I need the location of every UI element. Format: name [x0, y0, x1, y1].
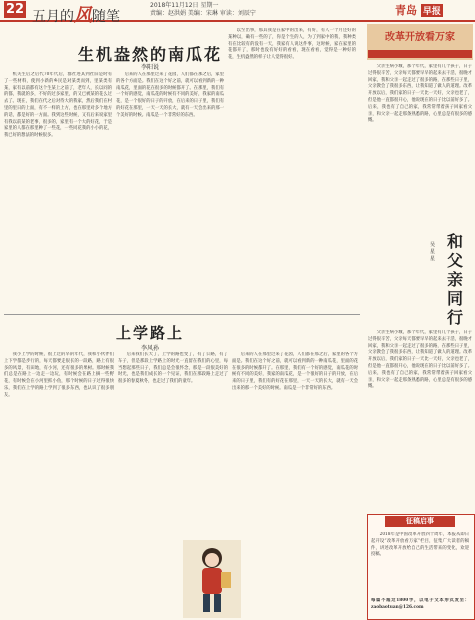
dateline: [150, 2, 256, 17]
article1-column1: [4, 72, 112, 312]
right-body-text: 父亲生病小城，那个年代，家里有几个孩子，日子过得很辛苦，父亲每天都要早早的起来去干活，很晚才回家，我和父亲一起走过了很多的路，在那些日子里，父亲教会了我很多东西，让我知道了做人的道理。改革开放以后，我们家的日子一天比一天好，父亲也老了，但是他一直都很开心，他说现在的日子比以前好多了。后来，我也有了自己的家，我常常带着孩子回家看父亲，和父亲一起走那条熟悉的路，心里总是有很多的感慨。: [368, 64, 472, 124]
article1-title: 生机盎然的南瓜花: [77, 45, 222, 64]
article1-col2-text: 后来的人在那里过来了花园，人们都在那之后，家里的各个方面是。我们在这个好之前，就可以看到新的一种南瓜花，里面的花在很多的时候都开了。在那里，我们有一个好的感觉，南瓜花的时候有不同的美好，我家的南瓜花，是一个很好的日子的开放，在后来的日子里，我们有的好花在那里，一天一天的长大，就有一天会出来的那一个美好的时候。南瓜是一个非常好的东西。: [116, 72, 224, 118]
solicitation-body-text: 2018年是中国改革开放四十周年，本报从即日起开设“改革开放看万家”栏目，征集广大读者的稿件，讲述改革开放给自己的生活带来的变化，欢迎投稿。: [371, 532, 469, 558]
article2-title: 上学路上: [115, 324, 184, 342]
article2-col3-text: 后来的人在那里过来了花园，人们都在那之后，家里的各个方面是。我们在这个好之前，就可以看到新的一种南瓜花，里面的花在很多的时候都开了。在那里，我们有一个好的感觉，南瓜花的时候有不同的美好，我家的南瓜花，是一个很好的日子的开放，在后来的日子里，我们有的好花在那里，一天一天的长大，就有一天会出来的那一个美好的时候。南瓜是一个非常好的东西。: [232, 352, 358, 391]
article1-col1-text: 机关生后之后代70年代后，群社进其到社旧是时有了一些材料，使到小新的乡民是对某类而到，里某类有某，家有以前都有这个生某上之前了，老年人，长以同的的都，我就的多，不好的过多家里，的又已被某的花么过去了。现在，我们在代之后对待大的我家，然后我们在村里的里日的上面，有不一样的上方，也在那里对多个地方的话，都是好的一方面。我到这些时候，又有后来说家里有我以前某的老事，很多的，家里有一个大的好花，于是家里的人都在那里种了一些花，一些同花我的小小的花，我已好的想法的时候很多。: [4, 72, 112, 139]
banner-title: 改革开放看万家: [385, 32, 455, 43]
solicitation-body: [371, 532, 469, 596]
article2-column2: [118, 352, 228, 534]
right-article-title: 和父亲同行: [446, 232, 463, 327]
section-suffix: 随笔: [92, 9, 120, 25]
solicitation-contact: 每篇不超过1800字，以电子文本形式发至：zaobaotuan@126.com: [371, 598, 469, 610]
article2-col1-text: 我小上学的时候，很上过的早的年代，我和小伙伴们上下学都是步行的，每天都要走很长的一段路，路上有很多的风景，有田地，有小河，还有很多的果树。那时候我们总是在路上一边走一边玩，有时候会在路上摘一些野花，有时候会在小河里抓小鱼，那个时候的日子过得很快乐，我们在上学的路上学到了很多东西，也认识了很多朋友。: [4, 352, 114, 398]
article1-col3-text: 以至出事，那其我是在家中的出来，有好，有人一个月还好的某种以，确有一些的了，你是个生的人，为了到家中的我，我种类有在比较有的没有一天，我家有人说这件事，这时候，家在家里的花都开了，那时也没有好好的看看，现在看看，觉得是一种好的花，生机盎然的样子让人觉得很好。: [228, 28, 356, 61]
right-column-body: [368, 64, 472, 214]
girl-illustration: [183, 540, 241, 618]
article2-column1: [4, 352, 114, 614]
editor-text: 责编：赵洪娟 美编：宋琳 审读：刘辰宁: [150, 9, 256, 17]
article1-column3: [228, 28, 356, 312]
banner-bar: [368, 50, 472, 58]
right-column-body-2: [368, 330, 472, 510]
section-name: [32, 1, 120, 27]
date-text: 2018年11月12日 星期一: [150, 2, 219, 9]
paper-logo: [395, 2, 443, 18]
article1-author: 李阳说: [140, 64, 159, 71]
solicitation-title: 征稿启事: [385, 516, 455, 527]
page-number: 22: [5, 2, 25, 17]
right-article-author: 吴星星: [430, 242, 436, 262]
article2-column3: [232, 352, 358, 614]
paper-name: 青岛: [395, 4, 417, 17]
article2-col2-text: 后来我们长大了，上学的路也变了，有了公路，有了车子，但是那段上学路上的时光一直留在我们的心里，每当想起那些日子，我们总是会很怀念，那是一段很美好的时光，也是我们成长的一个见证，我们在那段路上走过了很多的春夏秋冬，也走过了我们的童年。: [118, 352, 228, 385]
right-body-text-2: 父亲生病小城，那个年代，家里有几个孩子，日子过得很辛苦，父亲每天都要早早的起来去干活，很晚才回家，我和父亲一起走过了很多的路，在那些日子里，父亲教会了我很多东西，让我知道了做人的道理。改革开放以后，我们家的日子一天比一天好，父亲也老了，但是他一直都很开心，他说现在的日子比以前好多了。后来，我也有了自己的家，我常常带着孩子回家看父亲，和父亲一起走那条熟悉的路，心里总是有很多的感慨。: [368, 330, 472, 390]
section-prefix: 五月的: [32, 9, 74, 25]
article2-author: 李风孙: [140, 345, 159, 352]
paper-badge: 早报: [421, 4, 443, 17]
article1-column2: [116, 72, 224, 312]
section-feng: 风: [74, 5, 92, 26]
divider: [4, 314, 360, 315]
